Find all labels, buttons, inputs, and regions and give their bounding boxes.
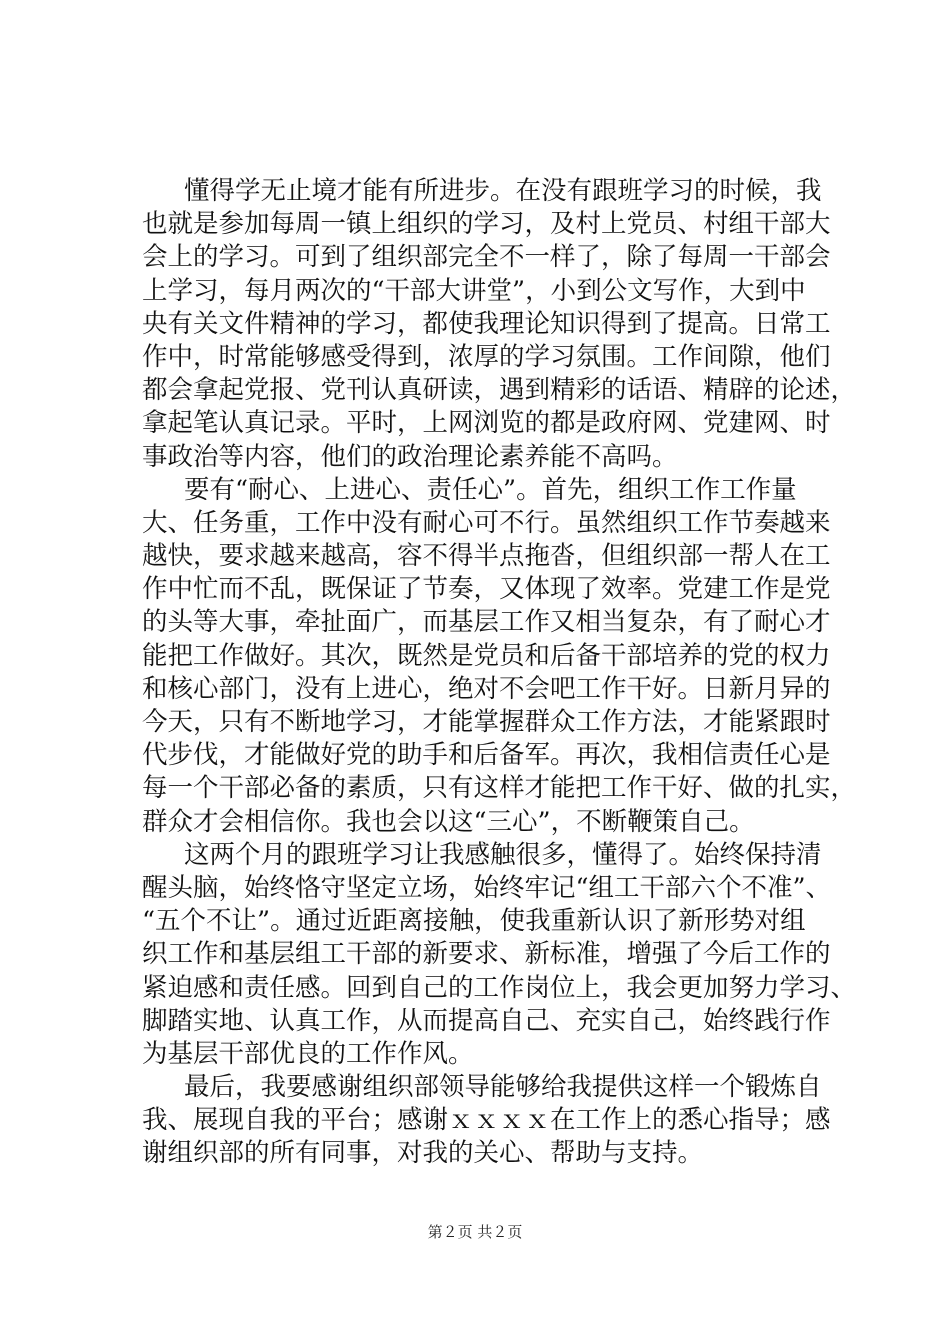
text-line: 今天，只有不断地学习，才能掌握群众工作方法，才能紧跟时 (142, 707, 831, 737)
text-line: 越快，要求越来越高，容不得半点拖沓，但组织部一帮人在工 (142, 541, 831, 572)
text-line: 为基层干部优良的工作作风。 (142, 1038, 474, 1069)
text-line: 作中忙而不乱，既保证了节奏，又体现了效率。党建工作是党 (142, 574, 831, 605)
text-line: 我、展现自我的平台；感谢ｘｘｘｘ在工作上的悉心指导；感 (142, 1105, 831, 1136)
text-line: “五个不让”。通过近距离接触，使我重新认识了新形势对组 (142, 906, 806, 937)
text-line: 的头等大事，牵扯面广，而基层工作又相当复杂，有了耐心才 (142, 607, 831, 638)
text-line: 和核心部门，没有上进心，绝对不会吧工作干好。日新月异的 (142, 673, 831, 704)
text-line: 作中，时常能够感受得到，浓厚的学习氛围。工作间隙，他们 (142, 341, 831, 372)
text-line: 也就是参加每周一镇上组织的学习，及村上党员、村组干部大 (142, 209, 831, 240)
text-line: 都会拿起党报、党刊认真研读，遇到精彩的话语、精辟的论述， (142, 375, 857, 406)
text-line: 代步伐，才能做好党的助手和后备军。再次，我相信责任心是 (142, 740, 831, 771)
text-line: 脚踏实地、认真工作，从而提高自己、充实自己，始终践行作 (142, 1005, 831, 1036)
page-footer: 第２页 共２页 (427, 1223, 523, 1241)
text-line: 拿起笔认真记录。平时，上网浏览的都是政府网、党建网、时 (142, 408, 831, 439)
text-line: 上学习，每月两次的“干部大讲堂”，小到公文写作，大到中 (142, 275, 806, 306)
text-line: 大、任务重，工作中没有耐心可不行。虽然组织工作节奏越来 (142, 507, 831, 538)
text-line: 能把工作做好。其次，既然是党员和后备干部培养的党的权力 (142, 640, 831, 671)
paragraph-thanks (142, 1071, 838, 1171)
text-line: 会上的学习。可到了组织部完全不一样了，除了每周一干部会 (142, 242, 831, 273)
text-line: 织工作和基层组工干部的新要求、新标准，增强了今后工作的 (142, 939, 831, 970)
paragraph-reflection (142, 839, 857, 1071)
text-line: 每一个干部必备的素质，只有这样才能把工作干好、做的扎实， (142, 773, 857, 804)
text-line: 要有“耐心、上进心、责任心”。首先，组织工作工作量 (184, 474, 797, 505)
text-line: 谢组织部的所有同事，对我的关心、帮助与支持。 (142, 1138, 704, 1169)
text-line: 最后，我要感谢组织部领导能够给我提供这样一个锻炼自 (184, 1072, 822, 1103)
text-line: 紧迫感和责任感。回到自己的工作岗位上，我会更加努力学习、 (142, 972, 857, 1003)
text-line: 醒头脑，始终恪守坚定立场，始终牢记“组工干部六个不准”、 (142, 872, 832, 903)
text-line: 这两个月的跟班学习让我感触很多，懂得了。始终保持清 (184, 839, 822, 870)
text-line: 事政治等内容，他们的政治理论素养能不高吗。 (142, 441, 678, 472)
text-line: 群众才会相信你。我也会以这“三心”，不断鞭策自己。 (142, 806, 755, 837)
document-body (142, 175, 857, 1171)
paragraph-study (142, 175, 857, 474)
text-line: 央有关文件精神的学习，都使我理论知识得到了提高。日常工 (142, 308, 831, 339)
text-line: 懂得学无止境才能有所进步。在没有跟班学习的时候，我 (184, 176, 822, 206)
paragraph-three-hearts (142, 474, 857, 839)
